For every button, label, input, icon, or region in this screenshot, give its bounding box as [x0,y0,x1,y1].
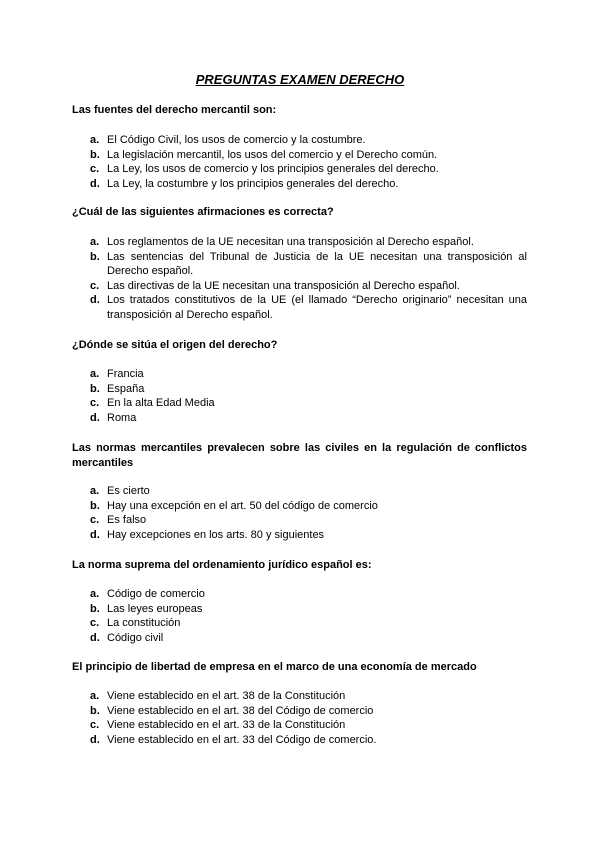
option-5c: c. La constitución [90,617,181,630]
option-2a: a. Los reglamentos de la UE necesitan una transposición al Derecho español. [90,236,474,248]
question-5-options [90,587,527,645]
option-3b: b. España [90,382,145,395]
option-5a: a. Código de comercio [90,588,205,600]
option-1d: d. La Ley, la costumbre y los principios generales del derecho. [90,177,399,190]
option-4c: c. Es falso [90,514,147,527]
question-4-options [90,484,527,542]
question-2: ¿Cuál de las siguientes afirmaciones es correcta? [72,206,334,218]
option-4d: d. Hay excepciones en los arts. 80 y siguientes [90,528,325,541]
option-2b: b. Las sentencias del Tribunal de Justicia de la UE necesitan una transposición al Derecho español. [90,250,527,278]
option-6c: c. Viene establecido en el art. 33 de la Constitución [90,719,346,732]
question-4: Las normas mercantiles prevalecen sobre las civiles en la regulación de conflictos mercantiles [72,442,527,469]
option-4a: a. Es cierto [90,485,150,497]
option-1c: c. La Ley, los usos de comercio y los principios generales del derecho. [90,163,439,176]
option-2c: c. Las directivas de la UE necesitan una transposición al Derecho español. [90,279,460,292]
option-3c: c. En la alta Edad Media [90,397,215,410]
question-6-options [90,689,527,747]
option-5b: b. Las leyes europeas [90,602,203,615]
question-1: Las fuentes del derecho mercantil son: [72,104,277,116]
option-6a: a. Viene establecido en el art. 38 de la Constitución [90,690,346,702]
option-2d: d. Los tratados constitutivos de la UE (el llamado “Derecho originario” necesitan una transposición al Derecho español. [90,294,527,321]
option-3d: d. Roma [90,411,137,424]
option-6d: d. Viene establecido en el art. 33 del Código de comercio. [90,733,377,746]
option-6b: b. Viene establecido en el art. 38 del Código de comercio [90,704,374,717]
question-2-options [90,235,527,323]
question-6: El principio de libertad de empresa en el marco de una economía de mercado [72,661,477,673]
option-1b: b. La legislación mercantil, los usos del comercio y el Derecho común. [90,148,438,161]
page-title: PREGUNTAS EXAMEN DERECHO [195,72,405,87]
option-1a: a. El Código Civil, los usos de comercio y la costumbre. [90,134,366,146]
question-1-options [90,133,527,191]
option-5d: d. Código civil [90,631,164,644]
option-3a: a. Francia [90,368,144,380]
option-4b: b. Hay una excepción en el art. 50 del código de comercio [90,499,378,512]
question-3-options [90,367,527,425]
question-3: ¿Dónde se sitúa el origen del derecho? [72,339,278,351]
question-5: La norma suprema del ordenamiento jurídico español es: [72,559,372,571]
